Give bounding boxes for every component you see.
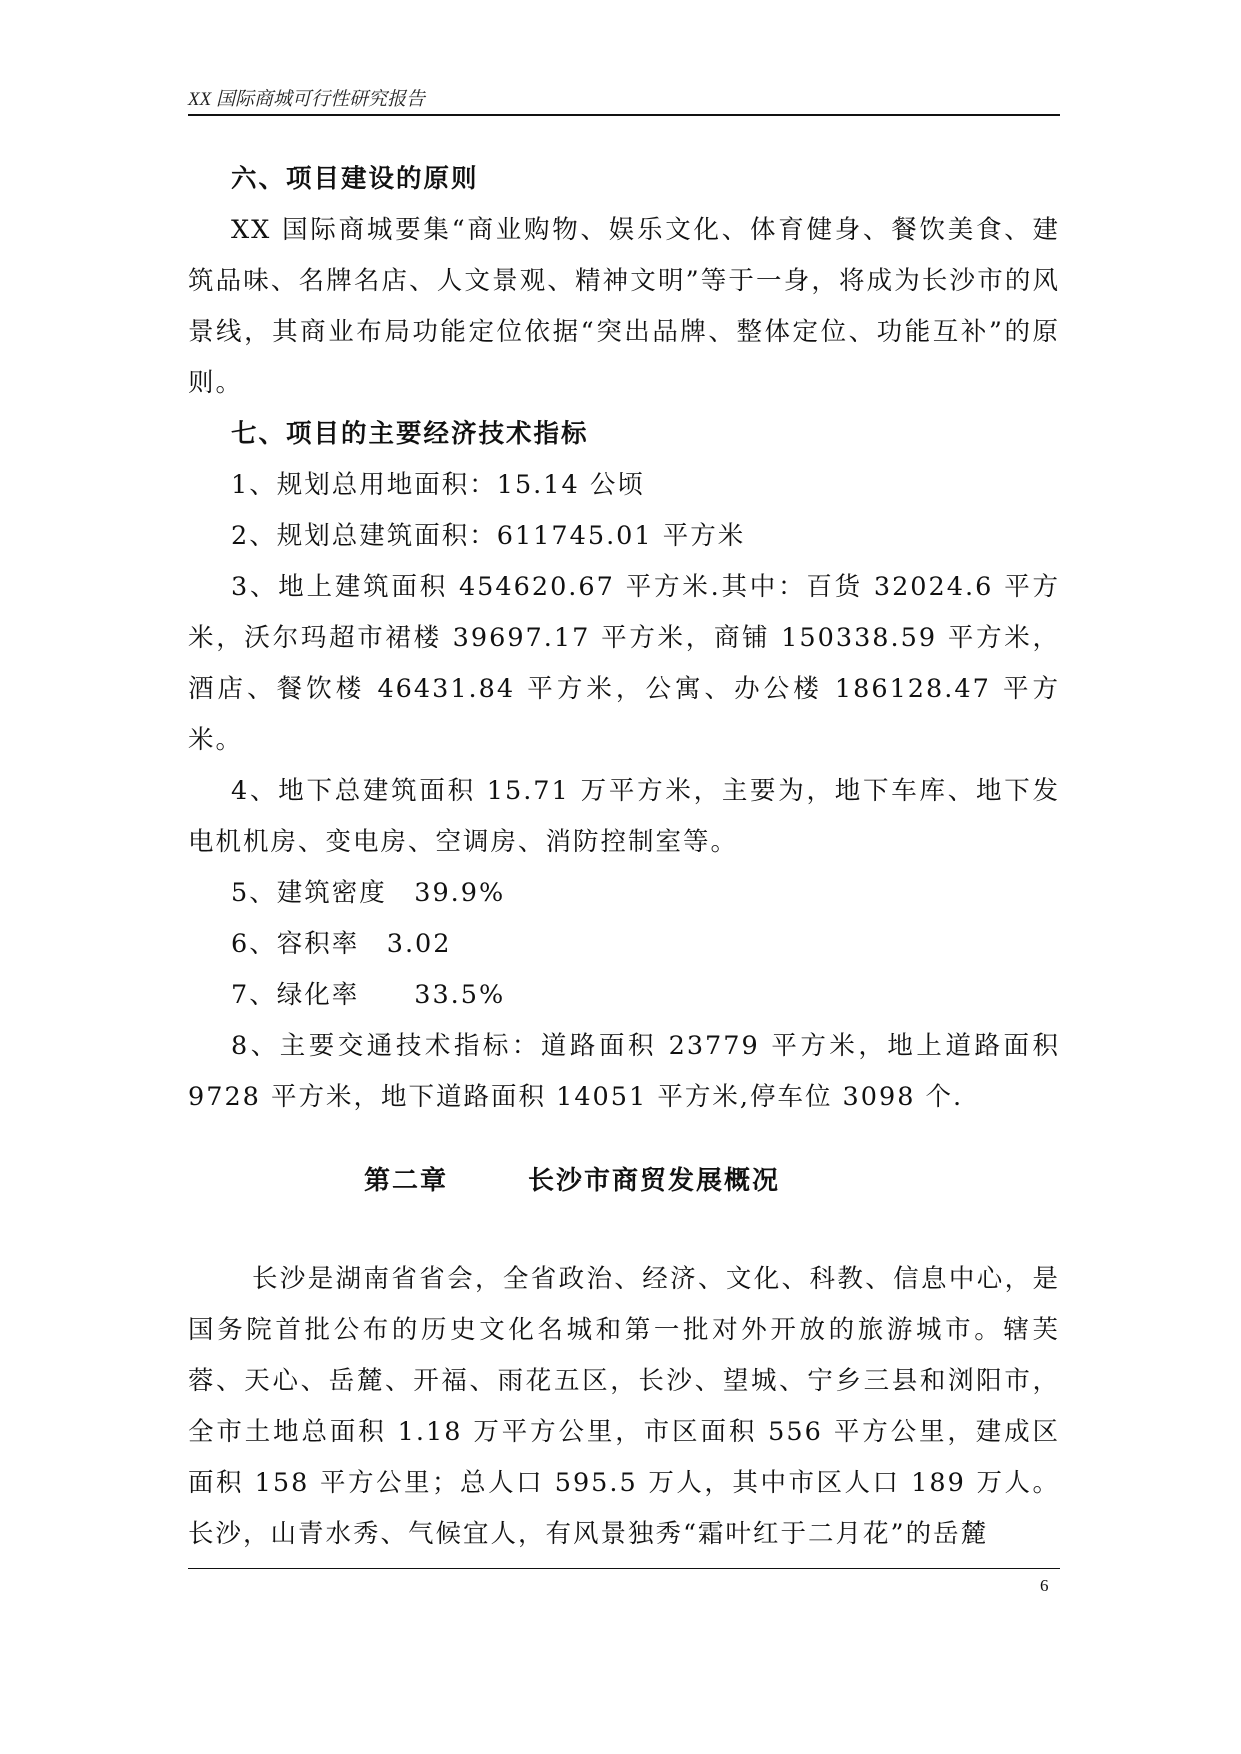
indicator-item-3: 3、地上建筑面积 454620.67 平方米.其中：百货 32024.6 平方米，沃尔玛超市裙楼 39697.17 平方米，商铺 150338.59 平方米，酒店、餐饮楼 46431.84 平方米，公寓、办公楼 186128.47 平方米。	[188, 572, 1060, 755]
indicator-item-1: 1、规划总用地面积：15.14 公顷	[231, 470, 645, 500]
indicator-item-2: 2、规划总建筑面积：611745.01 平方米	[231, 521, 746, 551]
indicator-item-6: 6、容积率 3.02	[231, 929, 452, 959]
main-content	[188, 154, 1060, 1123]
chapter-content	[188, 1254, 1060, 1560]
section-6-paragraph: XX 国际商城要集“商业购物、娱乐文化、体育健身、餐饮美食、建筑品味、名牌名店、人文景观、精神文明”等于一身，将成为长沙市的风景线，其商业布局功能定位依据“突出品牌、整体定位、功能互补”的原则。	[188, 215, 1060, 398]
page-number: 6	[1040, 1576, 1049, 1595]
section-7-heading: 七、项目的主要经济技术指标	[231, 419, 589, 449]
footer-rule	[188, 1568, 1060, 1569]
header-rule	[188, 114, 1060, 116]
chapter-title: 长沙市商贸发展概况	[528, 1166, 781, 1196]
indicator-item-5: 5、建筑密度 39.9%	[231, 878, 506, 908]
page-header: XX 国际商城可行性研究报告	[188, 89, 425, 110]
indicator-item-7: 7、绿化率 33.5%	[231, 980, 506, 1010]
chapter-2-paragraph: 长沙是湖南省省会，全省政治、经济、文化、科教、信息中心，是国务院首批公布的历史文化名城和第一批对外开放的旅游城市。辖芙蓉、天心、岳麓、开福、雨花五区，长沙、望城、宁乡三县和浏阳市，全市土地总面积 1.18 万平方公里，市区面积 556 平方公里，建成区面积 158 平方公里；总人口 595.5 万人，其中市区人口 189 万人。长沙，山青水秀、气候宜人，有风景独秀“霜叶红于二月花”的岳麓	[188, 1264, 1060, 1549]
indicator-item-8: 8、主要交通技术指标：道路面积 23779 平方米，地上道路面积 9728 平方米，地下道路面积 14051 平方米,停车位 3098 个.	[188, 1031, 1060, 1112]
indicator-item-4: 4、地下总建筑面积 15.71 万平方米，主要为，地下车库、地下发电机机房、变电房、空调房、消防控制室等。	[188, 776, 1060, 857]
chapter-number: 第二章	[364, 1166, 449, 1196]
section-6-heading: 六、项目建设的原则	[231, 164, 479, 194]
